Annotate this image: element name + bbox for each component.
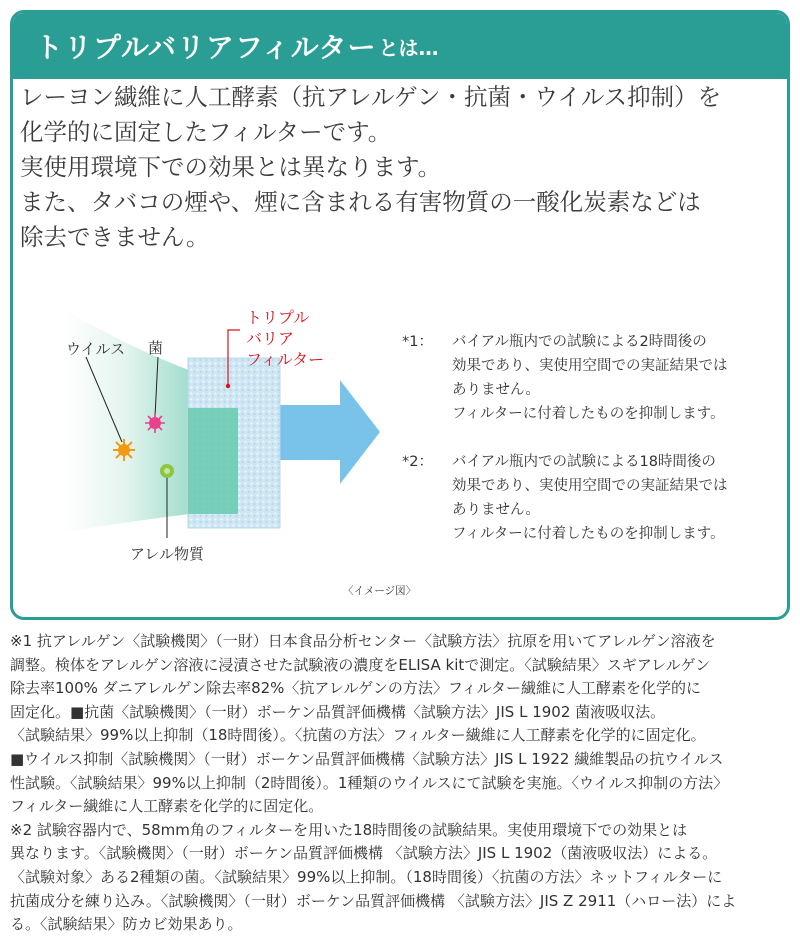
lead-line: 除去できません。: [20, 223, 210, 251]
note-line: フィルターに付着したものを抑制します。: [452, 406, 725, 422]
footnotes: [10, 630, 795, 937]
test-notes: [402, 330, 772, 570]
lead-line: レーヨン繊維に人工酵素（抗アレルゲン・抗菌・ウイルス抑制）を: [20, 83, 722, 111]
footnote-line: フィルター繊維に人工酵素を化学的に固定化。: [10, 797, 324, 816]
filter-label-line: トリプル: [246, 308, 310, 327]
allergen-label: アレル物質: [130, 545, 205, 563]
lead-line: 実使用環境下での効果とは異なります。: [20, 153, 442, 181]
note-body: [452, 330, 728, 426]
note-mark: *1：: [402, 334, 433, 350]
panel-header: [13, 13, 787, 79]
lead-text: [20, 80, 760, 255]
bacteria-icon: [145, 413, 165, 433]
panel-title: トリプルバリアフィルター: [35, 31, 377, 64]
footnote-line: 調整。検体をアレルゲン溶液に浸漬させた試験液の濃度をELISA kitで測定。〈試験結果〉スギアレルゲン: [10, 655, 711, 674]
filter-illustration: [40, 290, 400, 570]
footnote-line: 固定化。■抗菌〈試験機関〉（一財）ボーケン品質評価機構〈試験方法〉JIS L 1902 菌液吸収法。: [10, 702, 666, 721]
allergen-icon: [160, 464, 174, 478]
note-1: [402, 330, 772, 426]
lead-line: また、タバコの煙や、煙に含まれる有害物質の一酸化炭素などは: [20, 188, 701, 216]
bacteria-label: 菌: [148, 339, 164, 357]
note-body: [452, 450, 728, 546]
note-line: バイアル瓶内での試験による18時間後の: [452, 454, 716, 470]
airflow-arrow-icon: [280, 380, 380, 484]
filter-label-line: フィルター: [246, 350, 325, 369]
note-mark: *2：: [402, 454, 433, 470]
footnote-line: 異なります。〈試験機関〉（一財）ボーケン品質評価機構 〈試験方法〉JIS L 1902（菌液吸収法）による。: [10, 844, 718, 863]
note-line: ありません。: [452, 382, 540, 398]
footnote-line: る。〈試験結果〉防カビ効果あり。: [10, 915, 243, 934]
footnote-line: ■ウイルス抑制〈試験機関〉（一財）ボーケン品質評価機構〈試験方法〉JIS L 1922 繊維製品の抗ウイルス: [10, 749, 724, 768]
footnote-line: ※2 試験容器内で、58mm角のフィルターを用いた18時間後の試験結果。実使用環境下での効果とは: [10, 820, 688, 839]
note-2: [402, 450, 772, 546]
footnote-line: ※1 抗アレルゲン〈試験機関〉（一財）日本食品分析センター〈試験方法〉抗原を用いてアレルゲン溶液を: [10, 632, 716, 650]
filter-label: [246, 307, 324, 370]
footnote-line: 性試験。〈試験結果〉99%以上抑制（2時間後）。1種類のウイルスにて試験を実施。〈ウイルス抑制の方法〉: [10, 773, 729, 792]
note-line: 効果であり、実使用空間での実証結果では: [452, 358, 728, 374]
image-caption: 〈イメージ図〉: [343, 585, 417, 597]
note-line: フィルターに付着したものを抑制します。: [452, 526, 725, 542]
lead-line: 化学的に固定したフィルターです。: [20, 118, 392, 146]
filter-label-line: バリア: [246, 329, 295, 348]
virus-label: ウイルス: [66, 340, 126, 358]
footnote-line: 〈試験結果〉99%以上抑制（18時間後）。〈抗菌の方法〉フィルター繊維に人工酵素を化学的に固定化。: [10, 726, 706, 745]
filter-diagram: [40, 290, 400, 570]
footnote-line: 除去率100% ダニアレルゲン除去率82%〈抗アレルゲンの方法〉フィルター繊維に人工酵素を化学的に: [10, 679, 702, 698]
virus-icon: [113, 439, 135, 461]
note-line: バイアル瓶内での試験による2時間後の: [452, 334, 707, 350]
footnote-line: 〈試験対象〉ある2種類の菌。〈試験結果〉99%以上抑制。（18時間後）〈抗菌の方法〉ネットフィルターに: [10, 867, 723, 886]
note-line: 効果であり、実使用空間での実証結果では: [452, 478, 728, 494]
note-line: ありません。: [452, 502, 540, 518]
panel-title-suffix: とは…: [378, 35, 439, 60]
footnote-line: 抗菌成分を練り込み。〈試験機関〉（一財）ボーケン品質評価機構 〈試験方法〉JIS Z 2911（ハロー法）によ: [10, 891, 737, 910]
